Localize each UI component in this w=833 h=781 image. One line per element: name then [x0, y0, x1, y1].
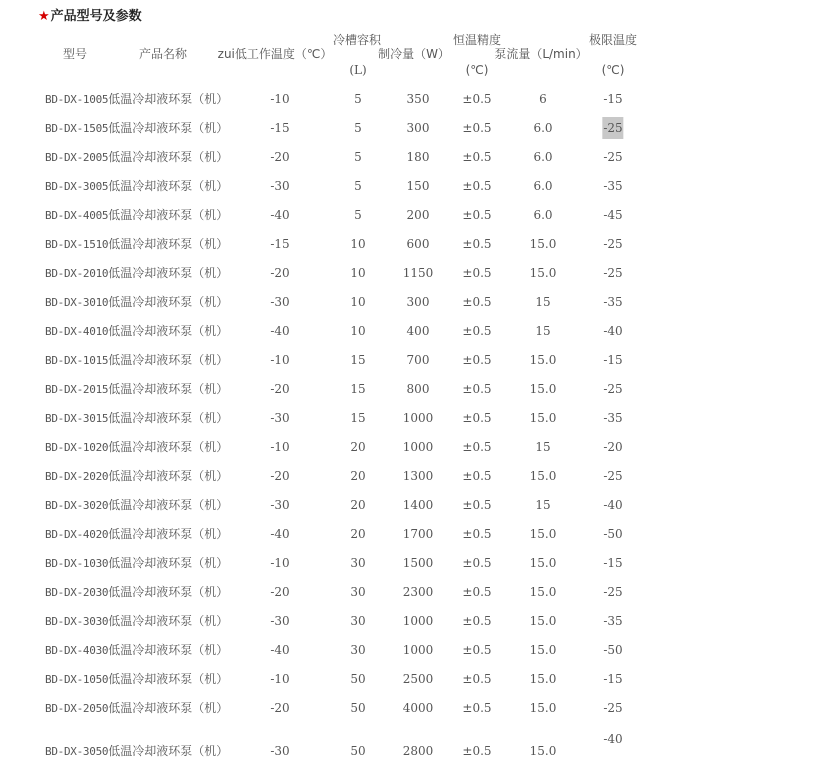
product-name: 低温冷却液环泵（机）	[108, 324, 229, 338]
limit-temp-cell: -35	[603, 179, 623, 193]
min-temp-cell: -30	[270, 744, 290, 758]
model-code: BD-DX-4020	[45, 528, 109, 541]
limit-temp-cell: -40	[603, 732, 623, 746]
header-limit-temp-unit: (℃)	[601, 63, 625, 77]
model-code: BD-DX-2030	[45, 586, 109, 599]
model-code: BD-DX-4030	[45, 644, 109, 657]
tank-capacity-cell: 20	[350, 498, 366, 512]
model-cell	[45, 671, 228, 688]
precision-cell: ±0.5	[462, 440, 492, 454]
selected-text[interactable]: -25	[602, 117, 623, 139]
product-name: 低温冷却液环泵（机）	[108, 208, 229, 222]
product-name: 低温冷却液环泵（机）	[108, 498, 229, 512]
min-temp-cell: -15	[270, 121, 290, 135]
precision-cell: ±0.5	[462, 411, 492, 425]
precision-cell: ±0.5	[462, 527, 492, 541]
cooling-power-cell: 300	[406, 121, 430, 135]
product-name: 低温冷却液环泵（机）	[108, 92, 229, 106]
min-temp-cell: -10	[270, 556, 290, 570]
product-name: 低温冷却液环泵（机）	[108, 353, 229, 367]
header-cooling-power: 制冷量（W）	[378, 47, 450, 61]
precision-cell: ±0.5	[462, 556, 492, 570]
header-precision: 恒温精度	[452, 33, 502, 47]
limit-temp-cell: -50	[603, 643, 623, 657]
cooling-power-cell: 1150	[402, 266, 434, 280]
limit-temp-cell: -25	[603, 469, 623, 483]
product-name: 低温冷却液环泵（机）	[108, 266, 229, 280]
cooling-power-cell: 180	[406, 150, 430, 164]
min-temp-cell: -40	[270, 527, 290, 541]
pump-flow-cell: 15.0	[529, 556, 557, 570]
product-name: 低温冷却液环泵（机）	[108, 556, 229, 570]
pump-flow-cell: 15	[535, 440, 551, 454]
pump-flow-cell: 6	[539, 92, 547, 106]
header-model: 型号	[62, 47, 88, 61]
precision-cell: ±0.5	[462, 701, 492, 715]
tank-capacity-cell: 15	[350, 411, 366, 425]
cooling-power-cell: 1000	[402, 411, 434, 425]
model-code: BD-DX-2015	[45, 383, 109, 396]
model-cell	[45, 584, 228, 601]
cooling-power-cell: 1400	[402, 498, 434, 512]
cooling-power-cell: 2300	[402, 585, 434, 599]
limit-temp-cell: -15	[603, 92, 623, 106]
precision-cell: ±0.5	[462, 295, 492, 309]
product-name: 低温冷却液环泵（机）	[108, 672, 229, 686]
min-temp-cell: -30	[270, 498, 290, 512]
tank-capacity-cell: 20	[350, 469, 366, 483]
cooling-power-cell: 2500	[402, 672, 434, 686]
limit-temp-cell: -15	[603, 556, 623, 570]
header-tank-capacity: 冷槽容积	[332, 33, 382, 47]
tank-capacity-cell: 10	[350, 324, 366, 338]
tank-capacity-cell: 10	[350, 295, 366, 309]
tank-capacity-cell: 5	[354, 150, 362, 164]
tank-capacity-cell: 5	[354, 179, 362, 193]
min-temp-cell: -40	[270, 324, 290, 338]
min-temp-cell: -30	[270, 614, 290, 628]
tank-capacity-cell: 15	[350, 382, 366, 396]
model-code: BD-DX-3030	[45, 615, 109, 628]
precision-cell: ±0.5	[462, 469, 492, 483]
model-code: BD-DX-1505	[45, 122, 109, 135]
min-temp-cell: -20	[270, 382, 290, 396]
precision-cell: ±0.5	[462, 585, 492, 599]
product-name: 低温冷却液环泵（机）	[108, 701, 229, 715]
tank-capacity-cell: 30	[350, 585, 366, 599]
model-code: BD-DX-3005	[45, 180, 109, 193]
model-cell	[45, 468, 228, 485]
model-code: BD-DX-1030	[45, 557, 109, 570]
cooling-power-cell: 2800	[402, 744, 434, 758]
limit-temp-cell	[602, 120, 623, 136]
precision-cell: ±0.5	[462, 498, 492, 512]
header-pump-flow: 泵流量（L/min）	[494, 47, 588, 61]
pump-flow-cell: 15	[535, 295, 551, 309]
header-product-name: 产品名称	[138, 47, 188, 61]
product-name: 低温冷却液环泵（机）	[108, 440, 229, 454]
header-tank-capacity-unit: (L)	[349, 63, 367, 77]
product-name: 低温冷却液环泵（机）	[108, 614, 229, 628]
precision-cell: ±0.5	[462, 208, 492, 222]
model-cell	[45, 555, 228, 572]
pump-flow-cell: 15	[535, 498, 551, 512]
tank-capacity-cell: 50	[350, 744, 366, 758]
cooling-power-cell: 400	[406, 324, 430, 338]
model-code: BD-DX-1510	[45, 238, 109, 251]
tank-capacity-cell: 5	[354, 208, 362, 222]
min-temp-cell: -40	[270, 208, 290, 222]
model-code: BD-DX-1020	[45, 441, 109, 454]
cooling-power-cell: 800	[406, 382, 430, 396]
header-min-temp: zui低工作温度（℃）	[217, 47, 333, 61]
star-icon: ★	[38, 9, 50, 24]
min-temp-cell: -30	[270, 295, 290, 309]
product-name: 低温冷却液环泵（机）	[108, 643, 229, 657]
pump-flow-cell: 15.0	[529, 411, 557, 425]
model-cell	[45, 497, 228, 514]
model-cell	[45, 120, 228, 137]
model-cell	[45, 700, 228, 717]
pump-flow-cell: 15.0	[529, 614, 557, 628]
cooling-power-cell: 1000	[402, 614, 434, 628]
precision-cell: ±0.5	[462, 382, 492, 396]
limit-temp-cell: -35	[603, 295, 623, 309]
limit-temp-cell: -15	[603, 672, 623, 686]
precision-cell: ±0.5	[462, 266, 492, 280]
pump-flow-cell: 15.0	[529, 266, 557, 280]
model-code: BD-DX-1015	[45, 354, 109, 367]
limit-temp-cell: -40	[603, 324, 623, 338]
model-code: BD-DX-4005	[45, 209, 109, 222]
model-cell	[45, 642, 228, 659]
section-title-text: 产品型号及参数	[50, 9, 142, 24]
tank-capacity-cell: 10	[350, 237, 366, 251]
model-cell	[45, 265, 228, 282]
model-cell	[45, 91, 228, 108]
limit-temp-cell: -25	[603, 382, 623, 396]
tank-capacity-cell: 5	[354, 121, 362, 135]
product-name: 低温冷却液环泵（机）	[108, 237, 229, 251]
cooling-power-cell: 350	[406, 92, 430, 106]
model-code: BD-DX-4010	[45, 325, 109, 338]
pump-flow-cell: 6.0	[533, 208, 553, 222]
model-cell	[45, 613, 228, 630]
pump-flow-cell: 6.0	[533, 121, 553, 135]
model-cell	[45, 381, 228, 398]
cooling-power-cell: 1000	[402, 643, 434, 657]
pump-flow-cell: 15.0	[529, 469, 557, 483]
min-temp-cell: -10	[270, 92, 290, 106]
model-cell	[45, 149, 228, 166]
product-name: 低温冷却液环泵（机）	[108, 179, 229, 193]
model-cell	[45, 439, 228, 456]
limit-temp-cell: -25	[603, 585, 623, 599]
model-cell	[45, 178, 228, 195]
tank-capacity-cell: 50	[350, 672, 366, 686]
header-limit-temp: 极限温度	[588, 33, 638, 47]
model-code: BD-DX-2050	[45, 702, 109, 715]
min-temp-cell: -20	[270, 469, 290, 483]
pump-flow-cell: 15.0	[529, 672, 557, 686]
limit-temp-cell: -15	[603, 353, 623, 367]
min-temp-cell: -10	[270, 440, 290, 454]
tank-capacity-cell: 5	[354, 92, 362, 106]
model-code: BD-DX-1005	[45, 93, 109, 106]
min-temp-cell: -30	[270, 411, 290, 425]
limit-temp-cell: -20	[603, 440, 623, 454]
limit-temp-cell: -25	[603, 266, 623, 280]
limit-temp-cell: -35	[603, 411, 623, 425]
tank-capacity-cell: 30	[350, 614, 366, 628]
min-temp-cell: -15	[270, 237, 290, 251]
tank-capacity-cell: 30	[350, 643, 366, 657]
model-cell	[45, 294, 228, 311]
pump-flow-cell: 15.0	[529, 643, 557, 657]
precision-cell: ±0.5	[462, 672, 492, 686]
model-code: BD-DX-3010	[45, 296, 109, 309]
cooling-power-cell: 150	[406, 179, 430, 193]
limit-temp-cell: -25	[603, 237, 623, 251]
product-name: 低温冷却液环泵（机）	[108, 411, 229, 425]
min-temp-cell: -10	[270, 672, 290, 686]
tank-capacity-cell: 20	[350, 440, 366, 454]
precision-cell: ±0.5	[462, 179, 492, 193]
product-name: 低温冷却液环泵（机）	[108, 527, 229, 541]
tank-capacity-cell: 30	[350, 556, 366, 570]
model-cell	[45, 743, 228, 760]
product-name: 低温冷却液环泵（机）	[108, 150, 229, 164]
pump-flow-cell: 15.0	[529, 527, 557, 541]
cooling-power-cell: 200	[406, 208, 430, 222]
cooling-power-cell: 4000	[402, 701, 434, 715]
model-cell	[45, 352, 228, 369]
pump-flow-cell: 15.0	[529, 744, 557, 758]
cooling-power-cell: 600	[406, 237, 430, 251]
precision-cell: ±0.5	[462, 237, 492, 251]
model-cell	[45, 323, 228, 340]
model-code: BD-DX-1050	[45, 673, 109, 686]
pump-flow-cell: 6.0	[533, 150, 553, 164]
limit-temp-cell: -25	[603, 150, 623, 164]
limit-temp-cell: -40	[603, 498, 623, 512]
product-name: 低温冷却液环泵（机）	[108, 382, 229, 396]
pump-flow-cell: 6.0	[533, 179, 553, 193]
precision-cell: ±0.5	[462, 643, 492, 657]
section-title	[38, 5, 142, 24]
precision-cell: ±0.5	[462, 150, 492, 164]
tank-capacity-cell: 50	[350, 701, 366, 715]
precision-cell: ±0.5	[462, 121, 492, 135]
product-name: 低温冷却液环泵（机）	[108, 295, 229, 309]
product-name: 低温冷却液环泵（机）	[108, 585, 229, 599]
min-temp-cell: -20	[270, 150, 290, 164]
min-temp-cell: -10	[270, 353, 290, 367]
min-temp-cell: -30	[270, 179, 290, 193]
model-cell	[45, 410, 228, 427]
model-code: BD-DX-3050	[45, 745, 109, 758]
cooling-power-cell: 300	[406, 295, 430, 309]
pump-flow-cell: 15.0	[529, 701, 557, 715]
cooling-power-cell: 1500	[402, 556, 434, 570]
limit-temp-cell: -45	[603, 208, 623, 222]
precision-cell: ±0.5	[462, 324, 492, 338]
limit-temp-cell: -50	[603, 527, 623, 541]
cooling-power-cell: 1700	[402, 527, 434, 541]
product-name: 低温冷却液环泵（机）	[108, 469, 229, 483]
model-code: BD-DX-2020	[45, 470, 109, 483]
model-cell	[45, 236, 228, 253]
pump-flow-cell: 15.0	[529, 382, 557, 396]
header-precision-unit: (℃)	[465, 63, 489, 77]
product-name: 低温冷却液环泵（机）	[108, 121, 229, 135]
model-code: BD-DX-2005	[45, 151, 109, 164]
min-temp-cell: -20	[270, 585, 290, 599]
pump-flow-cell: 15.0	[529, 237, 557, 251]
cooling-power-cell: 1300	[402, 469, 434, 483]
precision-cell: ±0.5	[462, 614, 492, 628]
min-temp-cell: -40	[270, 643, 290, 657]
pump-flow-cell: 15.0	[529, 585, 557, 599]
model-code: BD-DX-3020	[45, 499, 109, 512]
cooling-power-cell: 700	[406, 353, 430, 367]
cooling-power-cell: 1000	[402, 440, 434, 454]
precision-cell: ±0.5	[462, 744, 492, 758]
min-temp-cell: -20	[270, 701, 290, 715]
precision-cell: ±0.5	[462, 353, 492, 367]
product-name: 低温冷却液环泵（机）	[108, 744, 229, 758]
tank-capacity-cell: 15	[350, 353, 366, 367]
tank-capacity-cell: 20	[350, 527, 366, 541]
min-temp-cell: -20	[270, 266, 290, 280]
pump-flow-cell: 15.0	[529, 353, 557, 367]
model-cell	[45, 207, 228, 224]
limit-temp-cell: -25	[603, 701, 623, 715]
model-cell	[45, 526, 228, 543]
model-code: BD-DX-2010	[45, 267, 109, 280]
tank-capacity-cell: 10	[350, 266, 366, 280]
pump-flow-cell: 15	[535, 324, 551, 338]
limit-temp-cell: -35	[603, 614, 623, 628]
precision-cell: ±0.5	[462, 92, 492, 106]
model-code: BD-DX-3015	[45, 412, 109, 425]
